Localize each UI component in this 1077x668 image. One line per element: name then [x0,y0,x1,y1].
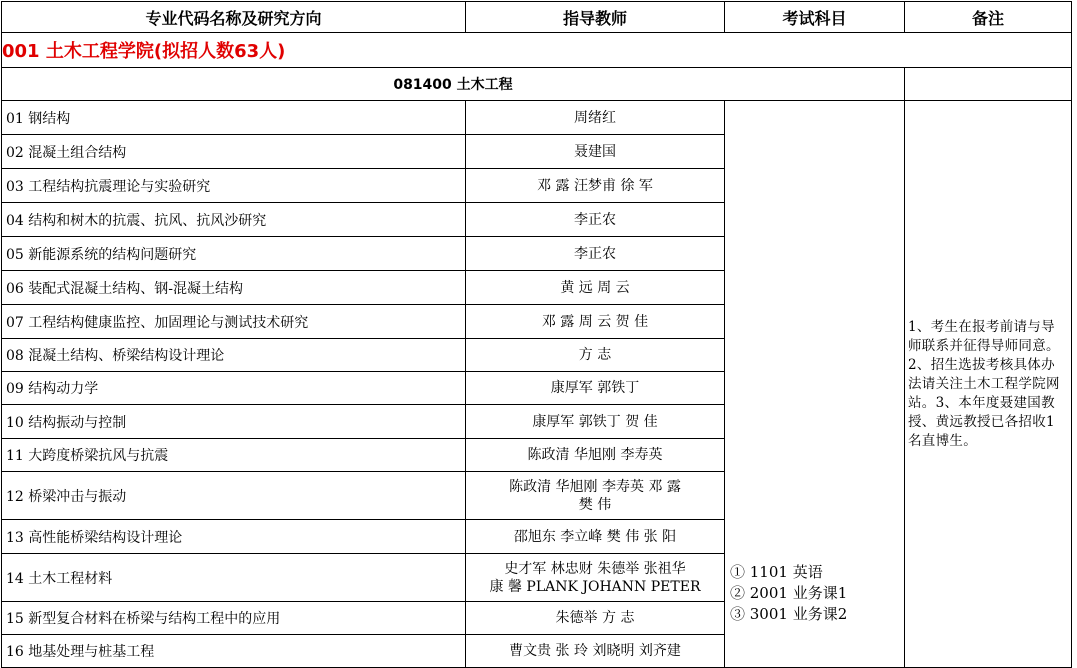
research-direction: 11 大跨度桥梁抗风与抗震 [2,439,466,472]
tutor-list [466,554,725,602]
tutor-list: 李正农 [466,237,725,271]
exam-item: ③ 3001 业务课2 [730,605,848,623]
exam-item: ① 1101 英语 [730,563,823,581]
research-direction: 09 结构动力学 [2,372,466,405]
research-direction: 04 结构和树木的抗震、抗风、抗风沙研究 [2,203,466,237]
tutor-list: 曹文贵 张 玲 刘晓明 刘齐建 [466,635,725,668]
remarks-text: 1、考生在报考前请与导师联系并征得导师同意。2、招生选拔考核具体办法请关注土木工程学院网站。3、本年度聂建国教授、黄远教授已各招收1名直博生。 [908,318,1060,449]
tutor-list: 康厚军 郭铁丁 [466,372,725,405]
tutor-line: 樊 伟 [578,496,612,513]
research-direction: 15 新型复合材料在桥梁与结构工程中的应用 [2,602,466,635]
enrollment-table [1,1,1072,668]
tutor-list: 朱德举 方 志 [466,602,725,635]
tutor-list: 康厚军 郭铁丁 贺 佳 [466,405,725,439]
research-direction: 13 高性能桥梁结构设计理论 [2,520,466,554]
header-exam: 考试科目 [725,2,905,33]
research-direction: 16 地基处理与桩基工程 [2,635,466,668]
research-direction: 06 装配式混凝土结构、钢-混凝土结构 [2,271,466,305]
header-direction: 专业代码名称及研究方向 [2,2,466,33]
remarks-cell [905,101,1072,668]
research-direction: 01 钢结构 [2,101,466,135]
research-direction: 12 桥梁冲击与振动 [2,472,466,520]
tutor-line: 陈政清 华旭刚 李寿英 邓 露 [509,478,681,495]
research-direction: 07 工程结构健康监控、加固理论与测试技术研究 [2,305,466,339]
tutor-list: 周绪红 [466,101,725,135]
tutor-list: 邓 露 汪梦甫 徐 军 [466,169,725,203]
research-direction: 03 工程结构抗震理论与实验研究 [2,169,466,203]
research-direction: 05 新能源系统的结构问题研究 [2,237,466,271]
research-direction: 08 混凝土结构、桥梁结构设计理论 [2,339,466,372]
tutor-list [466,472,725,520]
tutor-list: 邵旭东 李立峰 樊 伟 张 阳 [466,520,725,554]
header-tutor: 指导教师 [466,2,725,33]
exam-item: ② 2001 业务课1 [730,584,848,602]
research-direction: 10 结构振动与控制 [2,405,466,439]
research-direction: 02 混凝土组合结构 [2,135,466,169]
college-title: 001 土木工程学院(拟招人数63人) [2,33,1072,68]
header-row [2,2,1072,33]
major-note-blank [905,68,1072,101]
major-row [2,68,1072,101]
tutor-list: 黄 远 周 云 [466,271,725,305]
research-direction: 14 土木工程材料 [2,554,466,602]
college-row [2,33,1072,68]
table-row [2,101,1072,135]
tutor-list: 邓 露 周 云 贺 佳 [466,305,725,339]
tutor-list: 聂建国 [466,135,725,169]
tutor-line: 康 馨 PLANK JOHANN PETER [489,578,701,595]
header-note: 备注 [905,2,1072,33]
tutor-list: 方 志 [466,339,725,372]
tutor-list: 李正农 [466,203,725,237]
tutor-list: 陈政清 华旭刚 李寿英 [466,439,725,472]
major-title: 081400 土木工程 [2,68,905,101]
tutor-line: 史才军 林忠财 朱德举 张祖华 [504,560,686,577]
exam-subjects [725,101,905,668]
